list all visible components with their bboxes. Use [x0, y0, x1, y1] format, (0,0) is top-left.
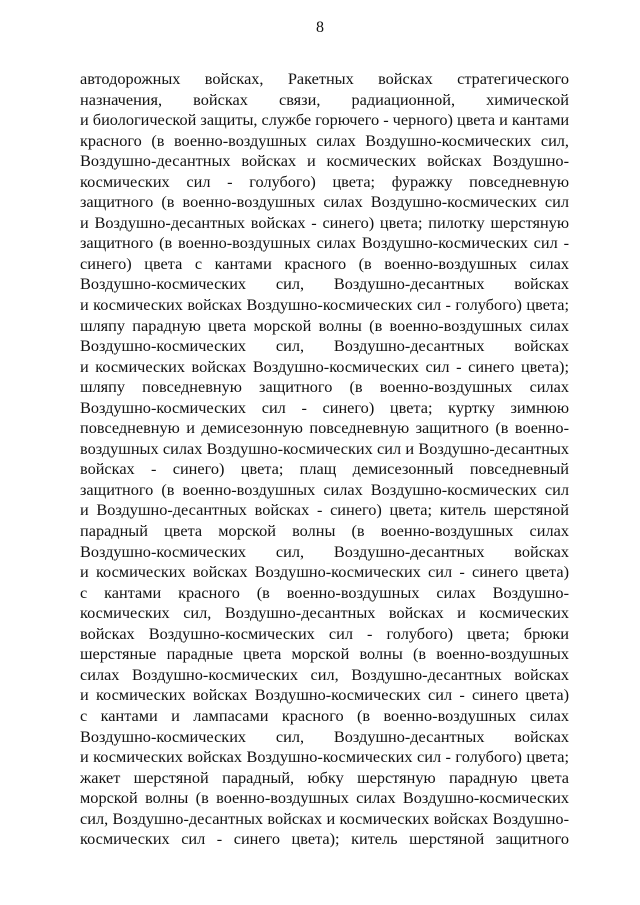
text-line: с кантами и лампасами красного (в военно-воздушных силах	[80, 705, 569, 725]
text-line: красного (в военно-воздушных силах Воздушно-космических сил,	[80, 130, 569, 150]
body-text	[80, 69, 569, 850]
text-line: и космических войсках Воздушно-космических сил - голубого) цвета;	[80, 747, 569, 767]
text-line: Воздушно-космических сил, Воздушно-десантных войсках	[80, 336, 569, 356]
text-line: повседневную и демисезонную повседневную защитного (в военно-	[80, 418, 569, 438]
text-line: силах Воздушно-космических сил, Воздушно-десантных войсках	[80, 664, 569, 684]
text-line: космических сил - голубого) цвета; фуражку повседневную	[80, 171, 569, 191]
text-line: космических сил - синего цвета); китель шерстяной защитного	[80, 829, 569, 849]
text-line: и Воздушно-десантных войсках - синего) цвета; китель шерстяной	[80, 500, 569, 520]
text-line: назначения, войсках связи, радиационной, химической	[80, 89, 569, 109]
text-line: шляпу парадную цвета морской волны (в военно-воздушных силах	[80, 315, 569, 335]
text-line: шляпу повседневную защитного (в военно-воздушных силах	[80, 377, 569, 397]
text-line: Воздушно-космических сил, Воздушно-десантных войсках	[80, 274, 569, 294]
text-line: войсках Воздушно-космических сил - голубого) цвета; брюки	[80, 623, 569, 643]
text-line: жакет шерстяной парадный, юбку шерстяную парадную цвета	[80, 767, 569, 787]
text-line: сил, Воздушно-десантных войсках и космических войсках Воздушно-	[80, 808, 569, 828]
text-line: войсках - синего) цвета; плащ демисезонный повседневный	[80, 459, 569, 479]
text-line: с кантами красного (в военно-воздушных силах Воздушно-	[80, 582, 569, 602]
text-line: защитного (в военно-воздушных силах Воздушно-космических сил	[80, 479, 569, 499]
page-number: 8	[316, 19, 324, 36]
text-line: и космических войсках Воздушно-космических сил - синего цвета)	[80, 562, 569, 582]
text-line: автодорожных войсках, Ракетных войсках стратегического	[80, 69, 569, 88]
text-line: воздушных силах Воздушно-космических сил и Воздушно-десантных	[80, 438, 569, 458]
text-line: Воздушно-космических сил - синего) цвета; куртку зимнюю	[80, 397, 569, 417]
text-line: Воздушно-десантных войсках и космических войсках Воздушно-	[80, 151, 569, 171]
text-line: и биологической защиты, службе горючего - черного) цвета и кантами	[80, 110, 569, 130]
text-line: и космических войсках Воздушно-космических сил - синего цвета);	[80, 356, 569, 376]
text-line: морской волны (в военно-воздушных силах Воздушно-космических	[80, 788, 569, 808]
text-line: Воздушно-космических сил, Воздушно-десантных войсках	[80, 541, 569, 561]
text-line: и Воздушно-десантных войсках - синего) цвета; пилотку шерстяную	[80, 212, 569, 232]
text-line: и космических войсках Воздушно-космических сил - голубого) цвета;	[80, 295, 569, 315]
text-line: и космических войсках Воздушно-космических сил - синего цвета)	[80, 685, 569, 705]
text-line: парадный цвета морской волны (в военно-воздушных силах	[80, 521, 569, 541]
text-line: синего) цвета с кантами красного (в военно-воздушных силах	[80, 253, 569, 273]
text-line: защитного (в военно-воздушных силах Воздушно-космических сил	[80, 192, 569, 212]
text-line: Воздушно-космических сил, Воздушно-десантных войсках	[80, 726, 569, 746]
text-line: шерстяные парадные цвета морской волны (в военно-воздушных	[80, 644, 569, 664]
text-line: защитного (в военно-воздушных силах Воздушно-космических сил -	[80, 233, 569, 253]
text-line: космических сил, Воздушно-десантных войсках и космических	[80, 603, 569, 623]
